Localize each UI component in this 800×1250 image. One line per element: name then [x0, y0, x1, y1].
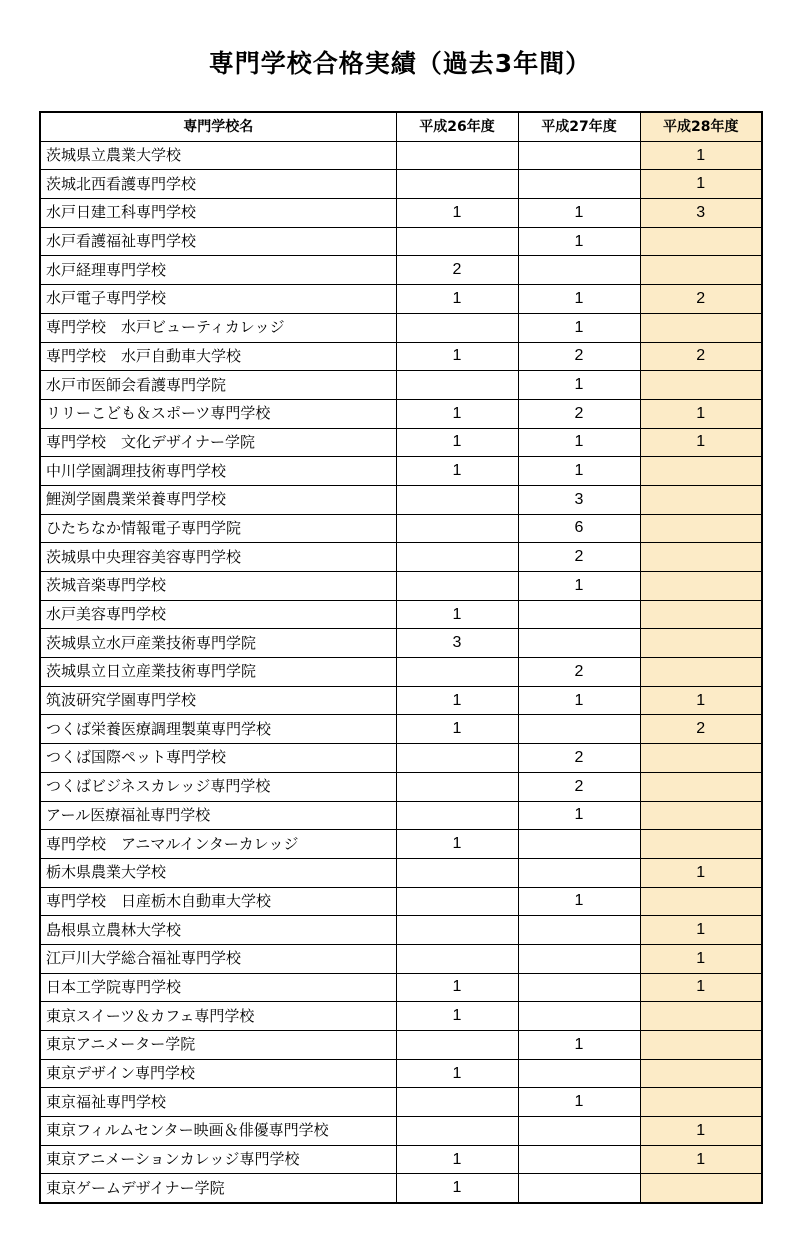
h28-count-cell	[640, 600, 762, 629]
h26-count-cell	[396, 801, 518, 830]
h27-count-cell	[518, 256, 640, 285]
h26-count-cell: 1	[396, 285, 518, 314]
h27-count-cell	[518, 629, 640, 658]
school-name-cell: アール医療福祉専門学校	[40, 801, 396, 830]
school-name-cell: 茨城県立日立産業技術専門学院	[40, 658, 396, 687]
table-row	[40, 715, 762, 744]
school-name-cell: 茨城県立水戸産業技術専門学院	[40, 629, 396, 658]
table-row	[40, 944, 762, 973]
h28-count-cell: 1	[640, 141, 762, 170]
school-name-cell: 栃木県農業大学校	[40, 858, 396, 887]
h26-count-cell	[396, 514, 518, 543]
h28-count-cell	[640, 543, 762, 572]
h28-count-cell	[640, 457, 762, 486]
header-school-name: 専門学校名	[40, 112, 396, 141]
table-row	[40, 916, 762, 945]
table-header-row	[40, 112, 762, 141]
school-name-cell: 茨城音楽専門学校	[40, 572, 396, 601]
h26-count-cell: 1	[396, 428, 518, 457]
table-row	[40, 170, 762, 199]
table-row	[40, 887, 762, 916]
table-row	[40, 658, 762, 687]
table-row	[40, 830, 762, 859]
h27-count-cell: 3	[518, 485, 640, 514]
h28-count-cell: 1	[640, 858, 762, 887]
h26-count-cell	[396, 170, 518, 199]
table-row	[40, 772, 762, 801]
h26-count-cell	[396, 1117, 518, 1146]
h28-count-cell: 1	[640, 1145, 762, 1174]
h28-count-cell: 2	[640, 285, 762, 314]
h27-count-cell	[518, 715, 640, 744]
school-name-cell: 東京福祉専門学校	[40, 1088, 396, 1117]
h27-count-cell: 1	[518, 686, 640, 715]
table-row	[40, 1117, 762, 1146]
h27-count-cell: 2	[518, 658, 640, 687]
school-name-cell: リリーこども＆スポーツ専門学校	[40, 399, 396, 428]
school-name-cell: 日本工学院専門学校	[40, 973, 396, 1002]
table-row	[40, 686, 762, 715]
h26-count-cell	[396, 858, 518, 887]
h28-count-cell: 1	[640, 170, 762, 199]
h26-count-cell: 1	[396, 1059, 518, 1088]
h26-count-cell: 1	[396, 1174, 518, 1203]
h26-count-cell: 1	[396, 686, 518, 715]
h28-count-cell: 1	[640, 973, 762, 1002]
table-row	[40, 1031, 762, 1060]
table-row	[40, 256, 762, 285]
h28-count-cell	[640, 1088, 762, 1117]
table-row	[40, 973, 762, 1002]
table-row	[40, 227, 762, 256]
school-name-cell: 水戸電子専門学校	[40, 285, 396, 314]
table-row	[40, 600, 762, 629]
table-row	[40, 285, 762, 314]
h26-count-cell	[396, 543, 518, 572]
school-name-cell: 東京アニメーションカレッジ専門学校	[40, 1145, 396, 1174]
school-name-cell: 専門学校 水戸自動車大学校	[40, 342, 396, 371]
school-name-cell: つくば栄養医療調理製菓専門学校	[40, 715, 396, 744]
h26-count-cell: 2	[396, 256, 518, 285]
h26-count-cell: 1	[396, 1145, 518, 1174]
h27-count-cell	[518, 916, 640, 945]
h26-count-cell	[396, 1031, 518, 1060]
h28-count-cell	[640, 256, 762, 285]
results-table	[39, 111, 763, 1204]
table-row	[40, 629, 762, 658]
school-name-cell: 水戸市医師会看護専門学院	[40, 371, 396, 400]
h26-count-cell	[396, 944, 518, 973]
h26-count-cell	[396, 658, 518, 687]
h27-count-cell	[518, 170, 640, 199]
h28-count-cell	[640, 744, 762, 773]
h26-count-cell	[396, 772, 518, 801]
school-name-cell: 水戸看護福祉専門学校	[40, 227, 396, 256]
h26-count-cell	[396, 887, 518, 916]
table-row	[40, 199, 762, 228]
h28-count-cell	[640, 227, 762, 256]
table-row	[40, 141, 762, 170]
h26-count-cell: 1	[396, 342, 518, 371]
table-row	[40, 313, 762, 342]
school-name-cell: 専門学校 水戸ビューティカレッジ	[40, 313, 396, 342]
h26-count-cell	[396, 916, 518, 945]
h27-count-cell	[518, 1145, 640, 1174]
table-row	[40, 543, 762, 572]
h27-count-cell	[518, 1002, 640, 1031]
h26-count-cell	[396, 485, 518, 514]
h28-count-cell: 1	[640, 1117, 762, 1146]
school-name-cell: 水戸経理専門学校	[40, 256, 396, 285]
h28-count-cell	[640, 572, 762, 601]
h27-count-cell: 1	[518, 227, 640, 256]
h28-count-cell: 1	[640, 428, 762, 457]
h27-count-cell: 2	[518, 772, 640, 801]
school-name-cell: 島根県立農林大学校	[40, 916, 396, 945]
school-name-cell: ひたちなか情報電子専門学院	[40, 514, 396, 543]
table-row	[40, 1088, 762, 1117]
table-row	[40, 1002, 762, 1031]
table-row	[40, 514, 762, 543]
h27-count-cell: 1	[518, 801, 640, 830]
h28-count-cell: 3	[640, 199, 762, 228]
h26-count-cell: 3	[396, 629, 518, 658]
table-row	[40, 801, 762, 830]
h27-count-cell	[518, 973, 640, 1002]
h28-count-cell: 2	[640, 342, 762, 371]
h27-count-cell	[518, 1059, 640, 1088]
h26-count-cell: 1	[396, 199, 518, 228]
table-row	[40, 858, 762, 887]
h28-count-cell: 1	[640, 916, 762, 945]
h26-count-cell: 1	[396, 973, 518, 1002]
h28-count-cell	[640, 1059, 762, 1088]
h27-count-cell: 1	[518, 1088, 640, 1117]
school-name-cell: 茨城県立農業大学校	[40, 141, 396, 170]
table-row	[40, 1059, 762, 1088]
h28-count-cell	[640, 1031, 762, 1060]
h28-count-cell	[640, 658, 762, 687]
header-h26: 平成26年度	[396, 112, 518, 141]
h28-count-cell	[640, 1002, 762, 1031]
h28-count-cell	[640, 772, 762, 801]
header-h28: 平成28年度	[640, 112, 762, 141]
h26-count-cell	[396, 227, 518, 256]
h27-count-cell: 1	[518, 371, 640, 400]
h28-count-cell	[640, 485, 762, 514]
h27-count-cell	[518, 944, 640, 973]
h26-count-cell	[396, 744, 518, 773]
h28-count-cell	[640, 830, 762, 859]
h27-count-cell	[518, 1117, 640, 1146]
school-name-cell: 東京フィルムセンター映画＆俳優専門学校	[40, 1117, 396, 1146]
school-name-cell: 水戸美容専門学校	[40, 600, 396, 629]
h27-count-cell	[518, 600, 640, 629]
h27-count-cell: 2	[518, 399, 640, 428]
h27-count-cell: 1	[518, 457, 640, 486]
h28-count-cell: 1	[640, 944, 762, 973]
school-name-cell: 東京スイーツ＆カフェ専門学校	[40, 1002, 396, 1031]
table-row	[40, 744, 762, 773]
h27-count-cell: 1	[518, 285, 640, 314]
h27-count-cell: 2	[518, 543, 640, 572]
school-name-cell: 鯉渕学園農業栄養専門学校	[40, 485, 396, 514]
h26-count-cell: 1	[396, 830, 518, 859]
table-row	[40, 457, 762, 486]
table-row	[40, 1174, 762, 1203]
table-row	[40, 1145, 762, 1174]
h28-count-cell	[640, 629, 762, 658]
h28-count-cell: 2	[640, 715, 762, 744]
school-name-cell: 中川学園調理技術専門学校	[40, 457, 396, 486]
table-row	[40, 399, 762, 428]
h26-count-cell: 1	[396, 1002, 518, 1031]
table-row	[40, 342, 762, 371]
school-name-cell: 茨城北西看護専門学校	[40, 170, 396, 199]
h28-count-cell: 1	[640, 686, 762, 715]
school-name-cell: つくばビジネスカレッジ専門学校	[40, 772, 396, 801]
h26-count-cell	[396, 371, 518, 400]
h27-count-cell	[518, 858, 640, 887]
h27-count-cell: 1	[518, 572, 640, 601]
school-name-cell: 専門学校 文化デザイナー学院	[40, 428, 396, 457]
table-row	[40, 428, 762, 457]
h27-count-cell: 2	[518, 744, 640, 773]
h28-count-cell	[640, 371, 762, 400]
h28-count-cell	[640, 887, 762, 916]
h26-count-cell: 1	[396, 600, 518, 629]
table-row	[40, 485, 762, 514]
header-h27: 平成27年度	[518, 112, 640, 141]
h28-count-cell	[640, 801, 762, 830]
h27-count-cell	[518, 141, 640, 170]
h27-count-cell	[518, 1174, 640, 1203]
h27-count-cell: 1	[518, 428, 640, 457]
h26-count-cell: 1	[396, 399, 518, 428]
h27-count-cell: 1	[518, 887, 640, 916]
school-name-cell: 江戸川大学総合福祉専門学校	[40, 944, 396, 973]
h26-count-cell: 1	[396, 715, 518, 744]
table-row	[40, 371, 762, 400]
h27-count-cell: 1	[518, 1031, 640, 1060]
school-name-cell: 東京アニメーター学院	[40, 1031, 396, 1060]
school-name-cell: 東京ゲームデザイナー学院	[40, 1174, 396, 1203]
table-row	[40, 572, 762, 601]
school-name-cell: 筑波研究学園専門学校	[40, 686, 396, 715]
school-name-cell: 東京デザイン専門学校	[40, 1059, 396, 1088]
school-name-cell: 専門学校 アニマルインターカレッジ	[40, 830, 396, 859]
h26-count-cell	[396, 1088, 518, 1117]
h26-count-cell	[396, 141, 518, 170]
school-name-cell: 水戸日建工科専門学校	[40, 199, 396, 228]
h26-count-cell	[396, 572, 518, 601]
h28-count-cell: 1	[640, 399, 762, 428]
school-name-cell: 専門学校 日産栃木自動車大学校	[40, 887, 396, 916]
h27-count-cell: 2	[518, 342, 640, 371]
h27-count-cell: 6	[518, 514, 640, 543]
school-name-cell: 茨城県中央理容美容専門学校	[40, 543, 396, 572]
h26-count-cell: 1	[396, 457, 518, 486]
h27-count-cell: 1	[518, 313, 640, 342]
h27-count-cell: 1	[518, 199, 640, 228]
page-title: 専門学校合格実績（過去3年間）	[208, 49, 592, 78]
h28-count-cell	[640, 313, 762, 342]
h26-count-cell	[396, 313, 518, 342]
h27-count-cell	[518, 830, 640, 859]
h28-count-cell	[640, 1174, 762, 1203]
school-name-cell: つくば国際ペット専門学校	[40, 744, 396, 773]
h28-count-cell	[640, 514, 762, 543]
